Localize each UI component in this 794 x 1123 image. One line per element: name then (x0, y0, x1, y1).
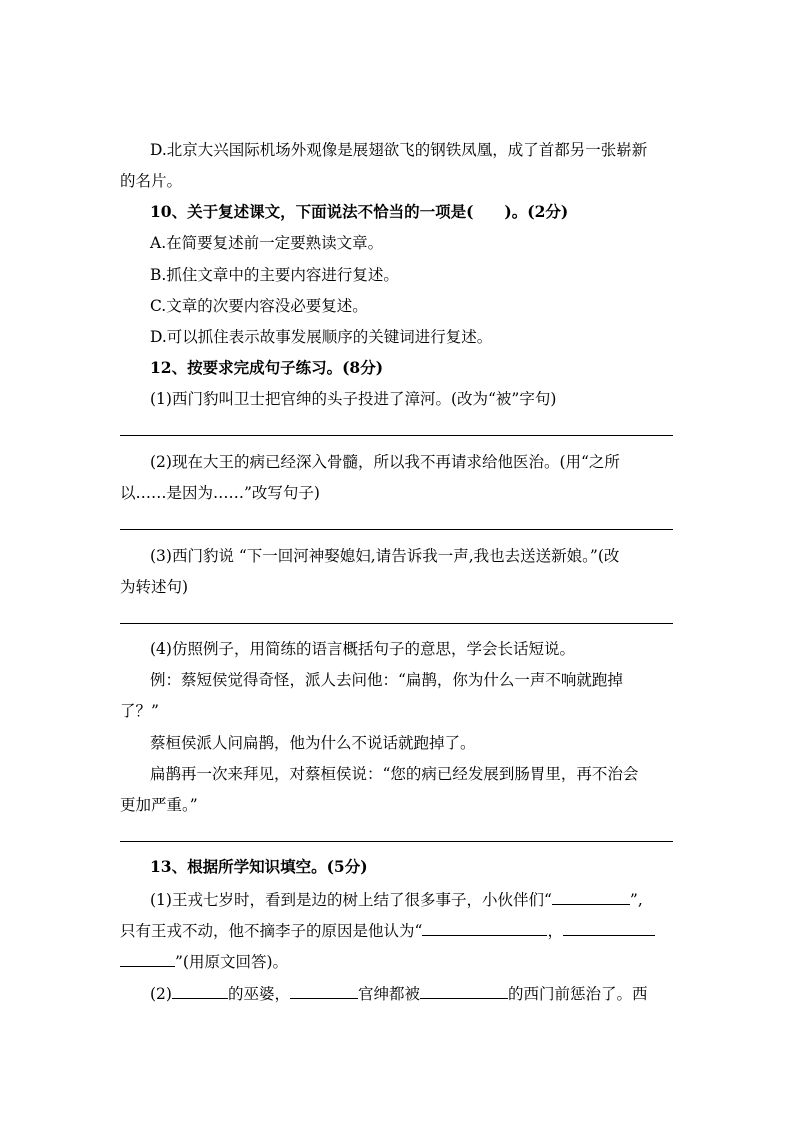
example-line2: 了？” (120, 702, 159, 720)
example-answer: 蔡桓侯派人问扁鹊，他为什么不说话就跑掉了。 (150, 734, 476, 752)
fill-blank-3-cont[interactable] (120, 950, 175, 967)
question-13-title: 13、根据所学知识填空。(5分) (150, 857, 368, 876)
q13-p1-text-e: ”(用原文回答)。 (175, 953, 289, 971)
question-12-sentence-2-line1: (2)现在大王的病已经深入骨髓，所以我不再请求给他医治。(用“之所 (150, 453, 620, 471)
example-line1: 例：蔡短侯觉得奇怪，派人去问他：“扁鹊，你为什么一声不响就跑掉 (150, 671, 623, 689)
answer-line-4[interactable] (120, 841, 673, 842)
fill-blank-1[interactable] (552, 888, 630, 905)
question-13-part-1-line1 (150, 888, 643, 910)
task-line1: 扁鹊再一次来拜见，对蔡桓侯说：“您的病已经发展到肠胃里，再不治会 (150, 765, 639, 783)
question-10-option-c: C.文章的次要内容没必要复述。 (150, 297, 368, 315)
fill-blank-2[interactable] (422, 919, 547, 936)
q13-p1-text-d: ， (547, 922, 563, 940)
answer-line-1[interactable] (120, 435, 673, 436)
option-d-line1: D.北京大兴国际机场外观像是展翅欲飞的钢铁凤凰，成了首都另一张崭新 (150, 141, 648, 159)
question-13-part-2-line1 (150, 982, 648, 1004)
question-10-option-a: A.在简要复述前一定要熟读文章。 (150, 234, 384, 252)
question-10-option-b: B.抓住文章中的主要内容进行复述。 (150, 266, 399, 284)
question-12-sentence-4-intro: (4)仿照例子，用简练的语言概括句子的意思，学会长话短说。 (150, 640, 575, 658)
q13-p2-text-d: 的西门前惩治了。西 (508, 985, 648, 1003)
question-13-part-1-line2 (120, 919, 655, 941)
question-13-part-1-line3 (120, 950, 288, 972)
question-12-sentence-1: (1)西门豹叫卫士把官绅的头子投进了漳河。(改为“被”字句) (150, 390, 557, 408)
q13-p1-text-c: 只有王戎不动，他不摘李子的原因是他认为“ (120, 922, 423, 940)
fill-blank-3[interactable] (563, 919, 655, 936)
answer-line-3[interactable] (120, 623, 673, 624)
fill-blank-6[interactable] (420, 982, 508, 999)
question-12-sentence-3-line2: 为转述句) (120, 578, 189, 596)
question-12-sentence-3-line1: (3)西门豹说 “下一回河神娶媳妇,请告诉我一声,我也去送送新娘。”(改 (150, 547, 620, 565)
q13-p1-text-a: (1)王戎七岁时，看到是边的树上结了很多事子，小伙伴们“ (150, 891, 552, 909)
question-10-option-d: D.可以抓住表示故事发展顺序的关键词进行复述。 (150, 328, 493, 346)
q13-p2-text-b: 的巫婆， (227, 985, 290, 1003)
option-d-line2: 的名片。 (120, 172, 183, 190)
question-10-title: 10、关于复述课文，下面说法不恰当的一项是( )。(2分) (150, 202, 569, 221)
answer-line-2[interactable] (120, 529, 673, 530)
q13-p2-text-a: (2) (150, 985, 172, 1003)
task-line2: 更加严重。” (120, 796, 198, 814)
q13-p2-text-c: 官绅都被 (357, 985, 420, 1003)
question-12-title: 12、按要求完成句子练习。(8分) (150, 358, 384, 377)
fill-blank-4[interactable] (172, 982, 228, 999)
q13-p1-text-b: ”, (629, 891, 643, 909)
question-12-sentence-2-line2: 以……是因为……”改写句子) (120, 484, 320, 502)
fill-blank-5[interactable] (290, 982, 358, 999)
